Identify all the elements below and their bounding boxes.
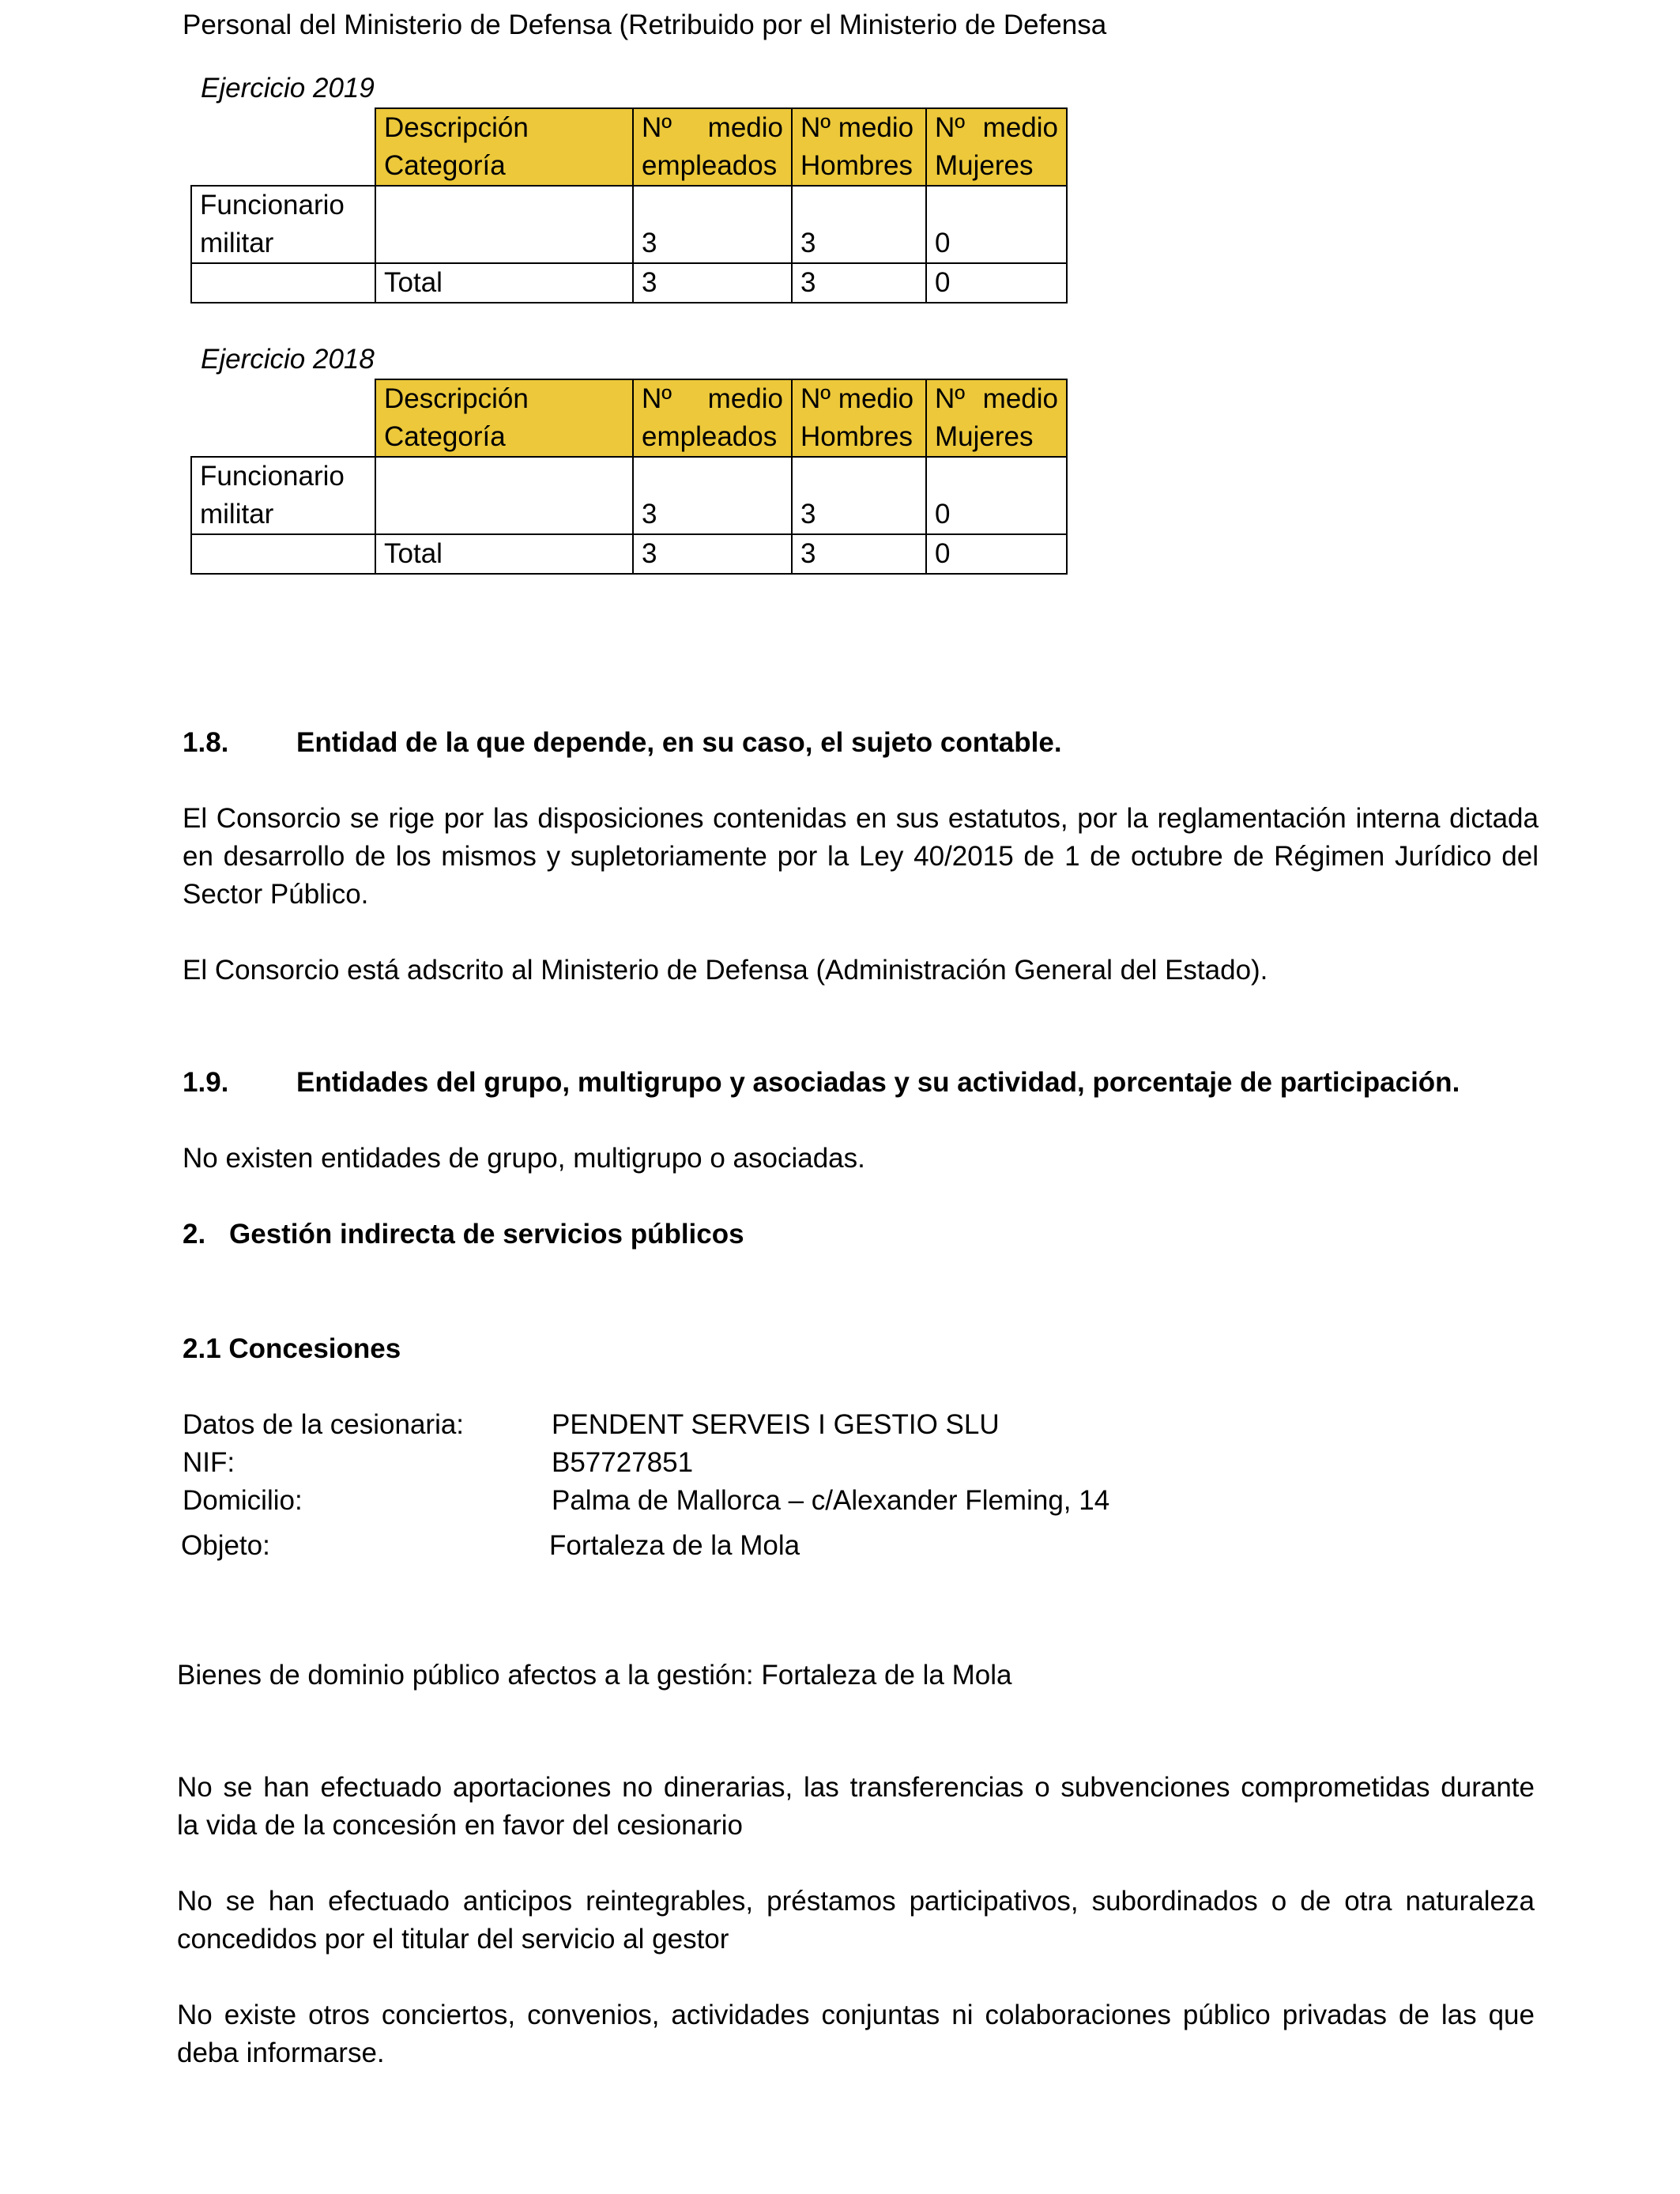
section-number-1-8: 1.8. bbox=[183, 727, 229, 758]
row-hombres: 3 bbox=[792, 457, 926, 534]
paragraph-regulacion: El Consorcio se rige por las disposiciones contenidas en sus estatutos, por la reglamentación interna dictada en desarrollo de los mismos y supletoriamente por la Ley 40/2015 de 1 de octubre de Régimen Jurídico del Sector Público. bbox=[183, 803, 1539, 910]
row-hombres: 3 bbox=[792, 534, 926, 574]
section-title-2: Gestión indirecta de servicios públicos bbox=[229, 1219, 744, 1250]
field-label-objeto: Objeto: bbox=[181, 1530, 270, 1561]
staff-table-2018 bbox=[190, 379, 1068, 575]
table-row bbox=[191, 186, 1067, 263]
paragraph-anticipos: No se han efectuado anticipos reintegrables, préstamos participativos, subordinados o de otra naturaleza concedidos por el titular del servicio al gestor bbox=[177, 1886, 1535, 1955]
header-line: Personal del Ministerio de Defensa (Retribuido por el Ministerio de Defensa bbox=[183, 9, 1107, 40]
table-row-total bbox=[191, 263, 1067, 303]
row-mujeres: 0 bbox=[926, 457, 1067, 534]
header-hombres: Nº medio Hombres bbox=[792, 379, 926, 457]
field-value-nif: B57727851 bbox=[552, 1447, 694, 1478]
paragraph-adscripcion: El Consorcio está adscrito al Ministerio de Defensa (Administración General del Estado). bbox=[183, 955, 1268, 986]
section-number-2: 2. bbox=[183, 1219, 206, 1250]
row-mujeres: 0 bbox=[926, 534, 1067, 574]
row-tipo bbox=[191, 263, 375, 303]
row-desc bbox=[375, 457, 633, 534]
section-title-2-1: 2.1 Concesiones bbox=[183, 1333, 401, 1364]
field-value-domicilio: Palma de Mallorca – c/Alexander Fleming, 14 bbox=[552, 1485, 1110, 1516]
row-hombres: 3 bbox=[792, 263, 926, 303]
header-mujeres: Nº medio Mujeres bbox=[926, 108, 1067, 186]
paragraph-conciertos: No existe otros conciertos, convenios, actividades conjuntas ni colaboraciones público privadas de las que deba informarse. bbox=[177, 2000, 1535, 2068]
table-header-row bbox=[191, 108, 1067, 186]
section-number-1-9: 1.9. bbox=[183, 1067, 229, 1098]
row-empleados: 3 bbox=[633, 534, 792, 574]
field-label-domicilio: Domicilio: bbox=[183, 1485, 303, 1516]
table-row bbox=[191, 457, 1067, 534]
header-empleados: Nº medio empleados bbox=[633, 108, 792, 186]
row-mujeres: 0 bbox=[926, 186, 1067, 263]
table-row-total bbox=[191, 534, 1067, 574]
row-mujeres: 0 bbox=[926, 263, 1067, 303]
row-desc bbox=[375, 186, 633, 263]
row-empleados: 3 bbox=[633, 263, 792, 303]
section-title-1-9: Entidades del grupo, multigrupo y asociadas y su actividad, porcentaje de participación. bbox=[296, 1067, 1460, 1098]
row-empleados: 3 bbox=[633, 186, 792, 263]
field-value-objeto: Fortaleza de la Mola bbox=[549, 1530, 800, 1561]
paragraph-entidades: No existen entidades de grupo, multigrupo o asociadas. bbox=[183, 1143, 865, 1174]
table-header-row bbox=[191, 379, 1067, 457]
header-blank-cell bbox=[191, 379, 375, 457]
table-caption-2019: Ejercicio 2019 bbox=[201, 73, 375, 104]
header-empleados: Nº medio empleados bbox=[633, 379, 792, 457]
header-hombres: Nº medio Hombres bbox=[792, 108, 926, 186]
row-desc: Total bbox=[375, 263, 633, 303]
field-label-nif: NIF: bbox=[183, 1447, 235, 1478]
paragraph-aportaciones: No se han efectuado aportaciones no dinerarias, las transferencias o subvenciones comprometidas durante la vida de la concesión en favor del cesionario bbox=[177, 1772, 1535, 1841]
row-empleados: 3 bbox=[633, 457, 792, 534]
row-hombres: 3 bbox=[792, 186, 926, 263]
field-label-cesionaria: Datos de la cesionaria: bbox=[183, 1409, 465, 1440]
table-caption-2018: Ejercicio 2018 bbox=[201, 344, 375, 375]
row-tipo: Funcionario militar bbox=[191, 457, 375, 534]
header-blank-cell bbox=[191, 108, 375, 186]
row-tipo bbox=[191, 534, 375, 574]
staff-table-2019 bbox=[190, 107, 1068, 303]
header-mujeres: Nº medio Mujeres bbox=[926, 379, 1067, 457]
field-value-cesionaria: PENDENT SERVEIS I GESTIO SLU bbox=[552, 1409, 1000, 1440]
header-descripcion: Descripción Categoría bbox=[375, 379, 633, 457]
row-tipo: Funcionario militar bbox=[191, 186, 375, 263]
section-title-1-8: Entidad de la que depende, en su caso, el sujeto contable. bbox=[296, 727, 1062, 758]
paragraph-bienes: Bienes de dominio público afectos a la gestión: Fortaleza de la Mola bbox=[177, 1660, 1012, 1691]
header-descripcion: Descripción Categoría bbox=[375, 108, 633, 186]
row-desc: Total bbox=[375, 534, 633, 574]
